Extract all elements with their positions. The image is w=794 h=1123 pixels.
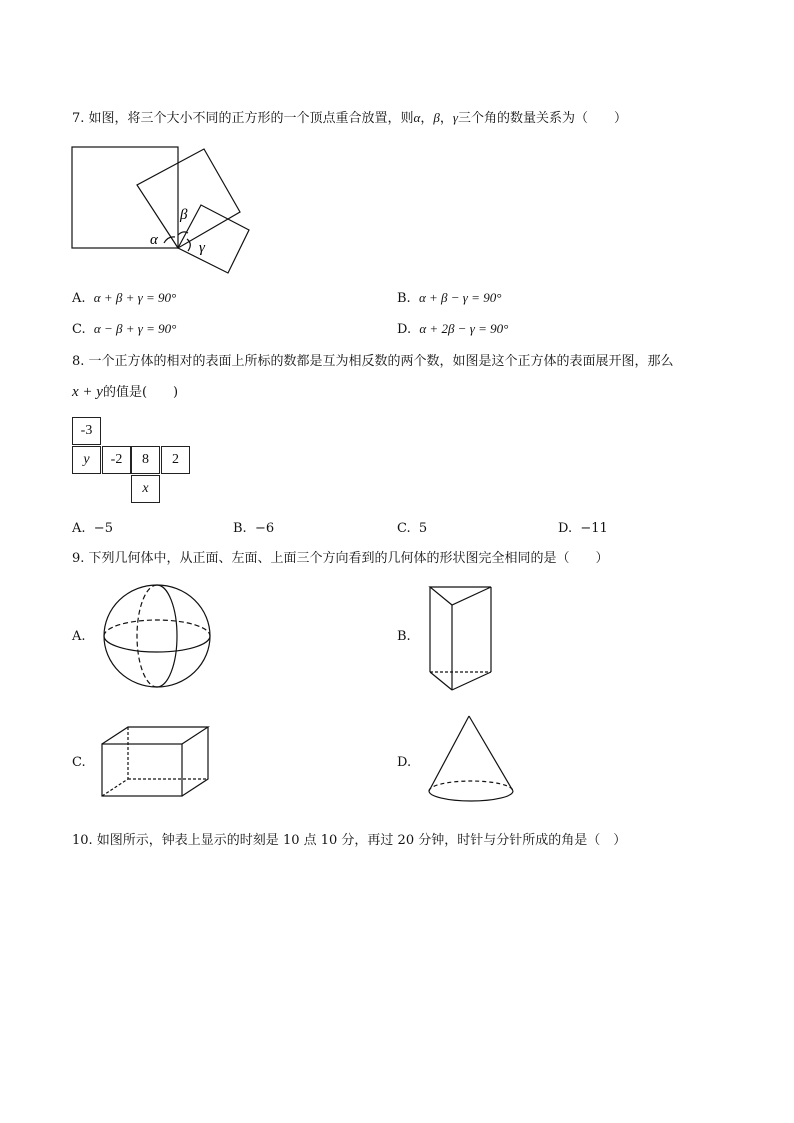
beta-label: β (180, 207, 188, 223)
large-square (72, 147, 178, 248)
q8-option-b[interactable]: B. −6 (233, 521, 275, 536)
cuboid-figure (98, 724, 214, 800)
beta-symbol: β (433, 110, 440, 125)
question-9-stem: 9. 下列几何体中，从正面、左面、上面三个方向看到的几何体的形状图完全相同的是（ ） (72, 551, 609, 566)
x-plus-y-expr: x + y (72, 384, 103, 400)
q7-option-d[interactable]: D. α + 2β − γ = 90° (397, 321, 509, 337)
beta-arc (178, 232, 188, 235)
question-7-stem: 7. 如图，将三个大小不同的正方形的一个顶点重合放置，则α，β，γ三个角的数量关系为（ ） (72, 110, 628, 126)
q9-option-a[interactable]: A. (72, 629, 86, 644)
net-cell-8: 8 (131, 446, 160, 474)
small-square (178, 205, 249, 273)
q9-option-c[interactable]: C. (72, 755, 86, 770)
alpha-symbol: α (413, 110, 421, 125)
q8-option-c[interactable]: C. 5 (397, 521, 428, 536)
sphere-figure (100, 583, 216, 691)
gamma-label: γ (199, 240, 205, 256)
question-10-stem: 10. 如图所示，钟表上显示的时刻是 10 点 10 分，再过 20 分钟，时针与分针所成的角是（ ） (72, 833, 627, 848)
q7-option-a[interactable]: A. α + β + γ = 90° (72, 290, 177, 306)
cone-figure (425, 713, 517, 805)
triangular-prism-figure (425, 582, 495, 694)
three-squares-figure (66, 140, 266, 285)
gamma-symbol: γ (452, 110, 459, 125)
q8-option-d[interactable]: D. −11 (558, 521, 608, 536)
net-cell-2: 2 (161, 446, 190, 474)
q7-option-c[interactable]: C. α − β + γ = 90° (72, 321, 177, 337)
q8-option-a[interactable]: A. −5 (72, 521, 113, 536)
net-cell-x: x (131, 475, 160, 503)
q9-option-b[interactable]: B. (397, 629, 411, 644)
q9-option-d[interactable]: D. (397, 755, 412, 770)
alpha-label: α (150, 232, 158, 248)
question-8-stem-cont: x + y的值是( ) (72, 384, 179, 400)
net-cell-y: y (72, 446, 101, 474)
question-8-stem: 8. 一个正方体的相对的表面上所标的数都是互为相反数的两个数，如图是这个正方体的表面展开图，那么 (72, 354, 674, 369)
net-cell-top: -3 (72, 417, 101, 445)
q7-option-b[interactable]: B. α + β − γ = 90° (397, 290, 502, 306)
net-cell-neg2: -2 (102, 446, 131, 474)
